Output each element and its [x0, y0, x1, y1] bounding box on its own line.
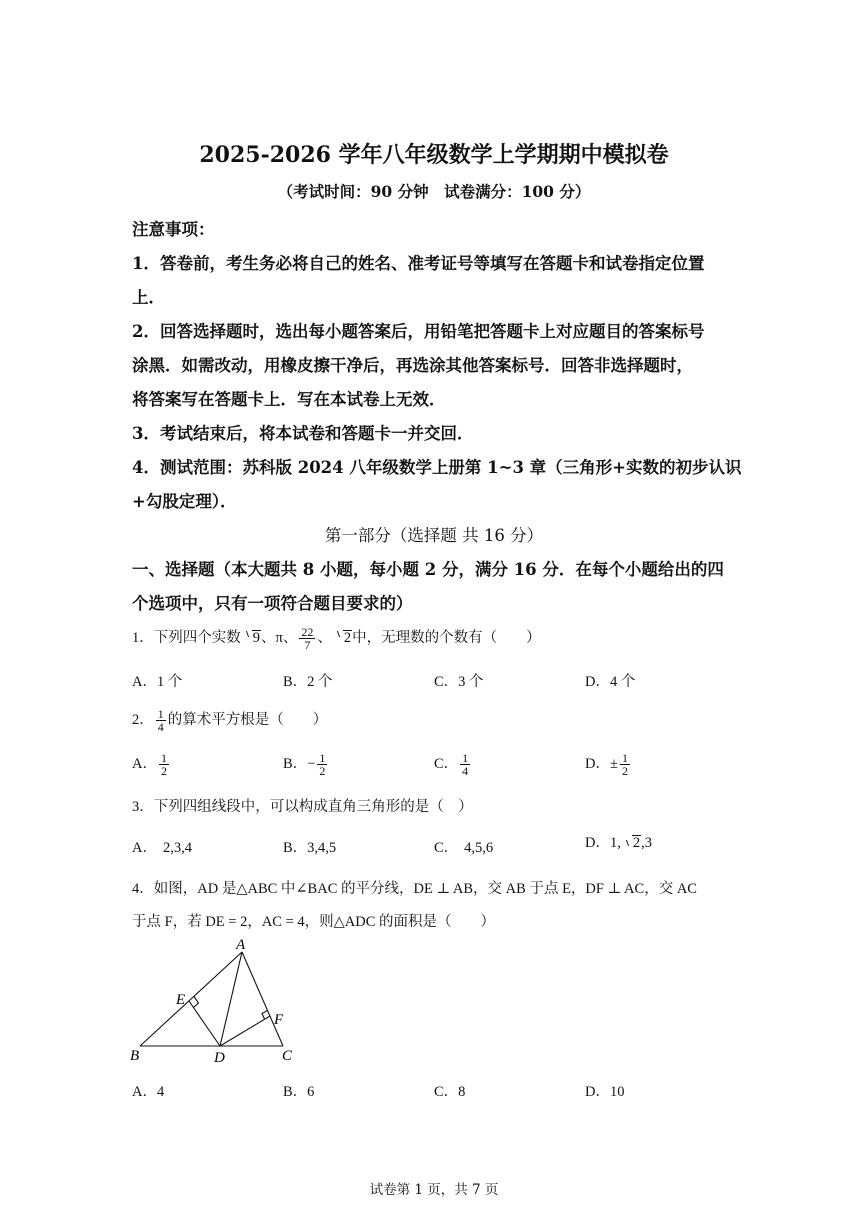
q2-option-d: D．± $\frac{1}{2}$ [585, 750, 628, 779]
q3-option-d: D．1, 2,3 [585, 831, 652, 855]
q1-sqrt-2: 2 [334, 622, 352, 654]
notice-item-2: 2．回答选择题时，选出每小题答案后，用铅笔把答题卡上对应题目的答案标号 [132, 322, 705, 341]
triangle-figure [120, 938, 320, 1068]
q2-option-a: A． $\frac{1}{2}$ [132, 750, 167, 779]
q4-option-b: B．6 [283, 1084, 315, 1100]
q1-suffix: 中，无理数的个数有（ ） [352, 630, 541, 646]
q1-option-d: D．4 个 [585, 674, 636, 690]
q3-option-a: A． 2,3,4 [132, 840, 192, 856]
notice-item-2-cont1: 涂黑．如需改动，用橡皮擦干净后，再选涂其他答案标号．回答非选择题时， [132, 356, 693, 375]
q1-option-a: A．1 个 [132, 674, 183, 690]
page-footer: 试卷第 1 页，共 7 页 [369, 1182, 499, 1198]
q1-option-c: C．3 个 [434, 674, 484, 690]
segment-df [220, 1016, 270, 1046]
question-1 [132, 622, 541, 654]
right-angle-e [194, 997, 199, 1008]
q3-option-c: C． 4,5,6 [434, 840, 494, 856]
notice-item-2-cont2: 将答案写在答题卡上．写在本试卷上无效． [132, 390, 446, 409]
q4-option-c: C．8 [434, 1084, 466, 1100]
exam-info: （考试时间：90 分钟 试卷满分：100 分） [277, 182, 591, 201]
label-c: C [282, 1048, 293, 1064]
notice-item-1-cont: 上． [132, 288, 165, 307]
segment-de [189, 1001, 220, 1046]
notice-item-1: 1．答卷前，考生务必将自己的姓名、准考证号等填写在答题卡和试卷指定位置 [132, 254, 705, 273]
notice-item-3: 3．考试结束后，将本试卷和答题卡一并交回． [132, 424, 474, 443]
q1-sep1: 、π、 [261, 630, 298, 646]
section-heading: 第一部分（选择题 共 16 分） [324, 526, 544, 545]
q1-sqrt-9: 9 [243, 622, 261, 654]
q1-sep2: 、 [317, 630, 332, 646]
q1-prefix: 1．下列四个实数 [132, 630, 241, 646]
label-b: B [130, 1048, 140, 1064]
segment-ad [220, 952, 242, 1046]
part1-instructions: 一、选择题（本大题共 8 小题，每小题 2 分，满分 16 分．在每个小题给出的四 [132, 560, 724, 579]
question-2 [132, 704, 327, 736]
side-ac [242, 952, 283, 1046]
page-title: 2025-2026 学年八年级数学上学期期中模拟卷 [199, 142, 669, 168]
label-d: D [214, 1050, 225, 1066]
label-e: E [176, 992, 186, 1008]
q2-option-b: B．− $\frac{1}{2}$ [283, 750, 326, 779]
q2-suffix: 的算术平方根是（ ） [167, 712, 328, 728]
notice-item-4: 4．测试范围：苏科版 2024 八年级数学上册第 1~3 章（三角形+实数的初步认识 [132, 458, 742, 477]
q1-fraction: $\frac{22}{7}$ [301, 624, 314, 653]
notice-item-4-cont: +勾股定理）． [132, 492, 237, 511]
q4-option-a: A．4 [132, 1084, 165, 1100]
label-f: F [274, 1012, 284, 1028]
q2-fraction: $\frac{1}{4}$ [157, 706, 164, 735]
q2-prefix: 2． [132, 712, 154, 728]
label-a: A [236, 938, 246, 953]
q2-option-c: C． $\frac{1}{4}$ [434, 750, 469, 779]
notice-heading: 注意事项： [132, 220, 215, 239]
question-3: 3．下列四组线段中，可以构成直角三角形的是（ ） [132, 799, 473, 815]
q1-option-b: B．2 个 [283, 674, 333, 690]
part1-instructions-cont: 个选项中，只有一项符合题目要求的） [132, 594, 413, 613]
q3-option-b: B．3,4,5 [283, 840, 337, 856]
question-4-cont: 于点 F，若 DE = 2，AC = 4，则△ADC 的面积是（ ） [132, 914, 496, 930]
question-4: 4．如图，AD 是△ABC 中∠BAC 的平分线，DE ⊥ AB，交 AB 于点 E，DF ⊥ AC，交 AC [132, 881, 697, 897]
q4-option-d: D．10 [585, 1084, 625, 1100]
side-ab [140, 952, 242, 1046]
